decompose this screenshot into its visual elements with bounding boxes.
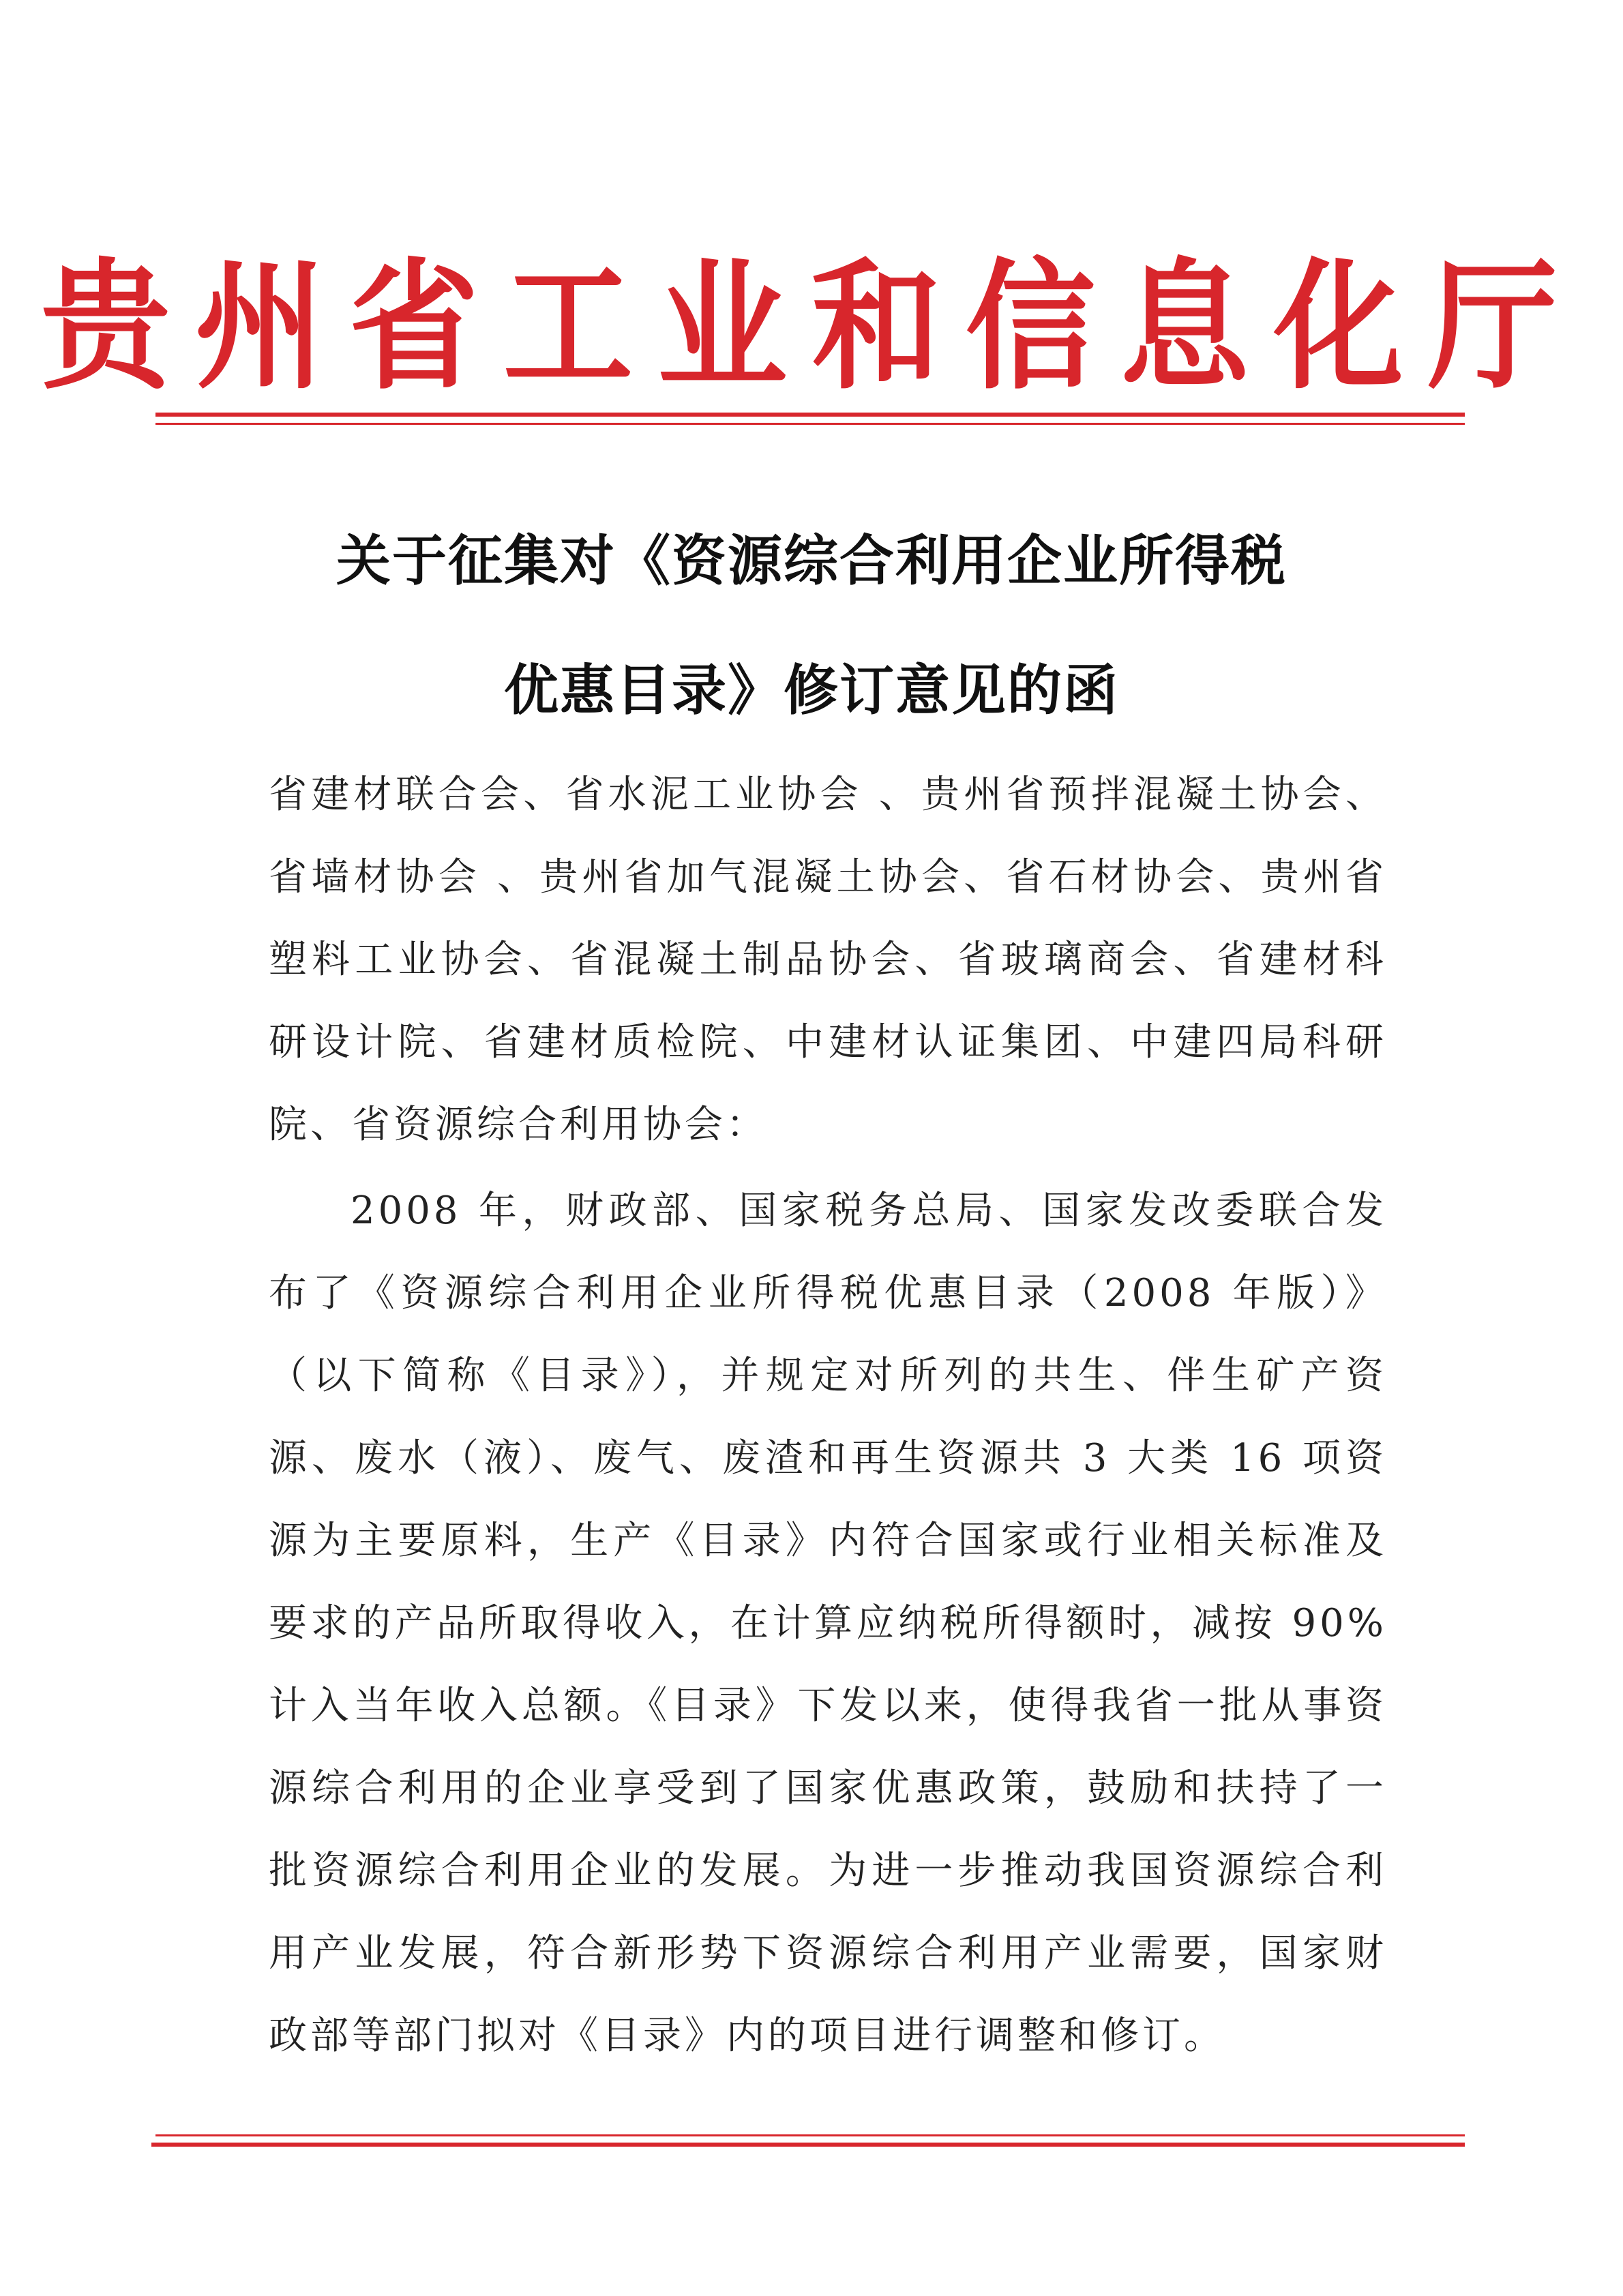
- body-paragraph-1: 2008 年，财政部、国家税务总局、国家发改委联合发布了《资源综合利用企业所得税优惠目录（2008 年版）》（以下简称《目录》），并规定对所列的共生、伴生矿产资源、废水（液）、废气、废渣和再生资源共 3 大类 16 项资源为主要原料，生产《目录》内符合国家或行业相关标准及要求的产品所取得收入，在计算应纳税所得额时，减按 90%计入当年收入总额。《目录》下发以来，使得我省一批从事资源综合利用的企业享受到了国家优惠政策，鼓励和扶持了一批资源综合利用企业的发展。为进一步推动我国资源综合利用产业发展，符合新形势下资源综合利用产业需要，国家财政部等部门拟对《目录》内的项目进行调整和修订。: [269, 1189, 1387, 2058]
- footer-rule-thin: [155, 2134, 1465, 2136]
- footer-rule-thick: [151, 2143, 1465, 2147]
- document-title-line-1: 关于征集对《资源综合利用企业所得税: [336, 529, 1287, 593]
- addressee-list: 省建材联合会、省水泥工业协会 、贵州省预拌混凝土协会、省墙材协会 、贵州省加气混凝土协会、省石材协会、贵州省塑料工业协会、省混凝土制品协会、省玻璃商会、省建材科研设计院、省建材质检院、中建材认证集团、中建四局科研院、省资源综合利用协会：: [269, 773, 1387, 1147]
- letterhead-org-name: 贵州省工业和信息化厅: [40, 245, 1582, 408]
- letterhead-rule-thin: [155, 423, 1465, 425]
- letterhead-rule-thick: [155, 413, 1465, 417]
- document-title-line-2: 优惠目录》修订意见的函: [504, 659, 1119, 722]
